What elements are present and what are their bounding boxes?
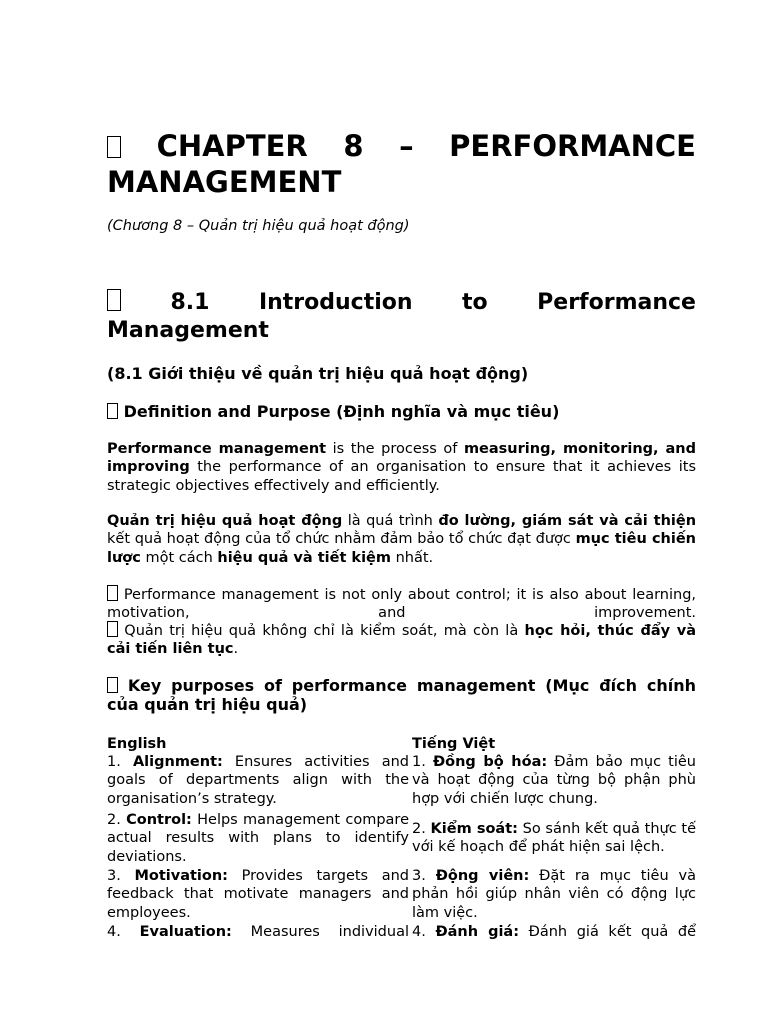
definition-paragraph-vi: Quản trị hiệu quả hoạt động là quá trình đo lường, giám sát và cải thiện kết quả hoạt động của tổ chức nhằm đảm bảo tổ chức đạt được mục tiêu chiến lược một cách hiệu quả và tiết kiệm nhất. <box>107 513 697 566</box>
section-subtitle: (8.1 Giới thiệu về quản trị hiệu quả hoạt động) <box>107 364 529 383</box>
purpose-item-vi: 2. Kiểm soát: So sánh kết quả thực tế với kế hoạch để phát hiện sai lệch. <box>412 821 696 856</box>
definition-paragraph-en: Performance management is the process of measuring, monitoring, and improving the performance of an organisation to ensure that it achieves its strategic objectives effectively and efficiently. <box>107 441 697 494</box>
purpose-item-en: 2. Control: Helps management compare actual results with plans to identify deviations. <box>107 812 409 865</box>
missing-glyph-icon <box>107 677 118 693</box>
chapter-subtitle: (Chương 8 – Quản trị hiệu quả hoạt động) <box>107 218 410 234</box>
purpose-item-vi: 1. Đồng bộ hóa: Đảm bảo mục tiêu và hoạt động của từng bộ phận phù hợp với chiến lược chung. <box>412 754 697 807</box>
purpose-item-en: 3. Motivation: Provides targets and feedback that motivate managers and employees. <box>107 868 409 921</box>
chapter-title <box>107 128 696 200</box>
purpose-item-en: 4. Evaluation: Measures individual <box>107 924 409 940</box>
column-header-vi: Tiếng Việt <box>412 736 496 752</box>
definition-heading <box>107 402 696 421</box>
missing-glyph-icon <box>107 621 118 637</box>
section-title-text: 8.1 Introduction to Performance Management <box>107 290 696 343</box>
missing-glyph-icon <box>107 289 121 311</box>
purpose-item-en: 1. Alignment: Ensures activities and goals of departments align with the organisation’s strategy. <box>107 754 409 807</box>
purposes-heading-text: Key purposes of performance management (Mục đích chính của quản trị hiệu quả) <box>107 676 696 714</box>
note-en: Performance management is not only about control; it is also about learning, motivation, and improvement. <box>107 587 697 622</box>
note-vi: Quản trị hiệu quả không chỉ là kiểm soát, mà còn là học hỏi, thúc đẩy và cải tiến liên tục. <box>107 623 697 658</box>
missing-glyph-icon <box>107 136 121 158</box>
column-header-en: English <box>107 736 167 752</box>
chapter-title-text: CHAPTER 8 – PERFORMANCE MANAGEMENT <box>107 129 696 199</box>
definition-heading-text: Definition and Purpose (Định nghĩa và mục tiêu) <box>123 402 560 421</box>
purpose-item-vi: 4. Đánh giá: Đánh giá kết quả để <box>412 924 697 940</box>
purpose-item-vi: 3. Động viên: Đặt ra mục tiêu và phản hồi giúp nhân viên có động lực làm việc. <box>412 868 696 921</box>
purposes-heading <box>107 676 696 714</box>
missing-glyph-icon <box>107 403 118 419</box>
section-title <box>107 289 696 345</box>
missing-glyph-icon <box>107 585 118 601</box>
